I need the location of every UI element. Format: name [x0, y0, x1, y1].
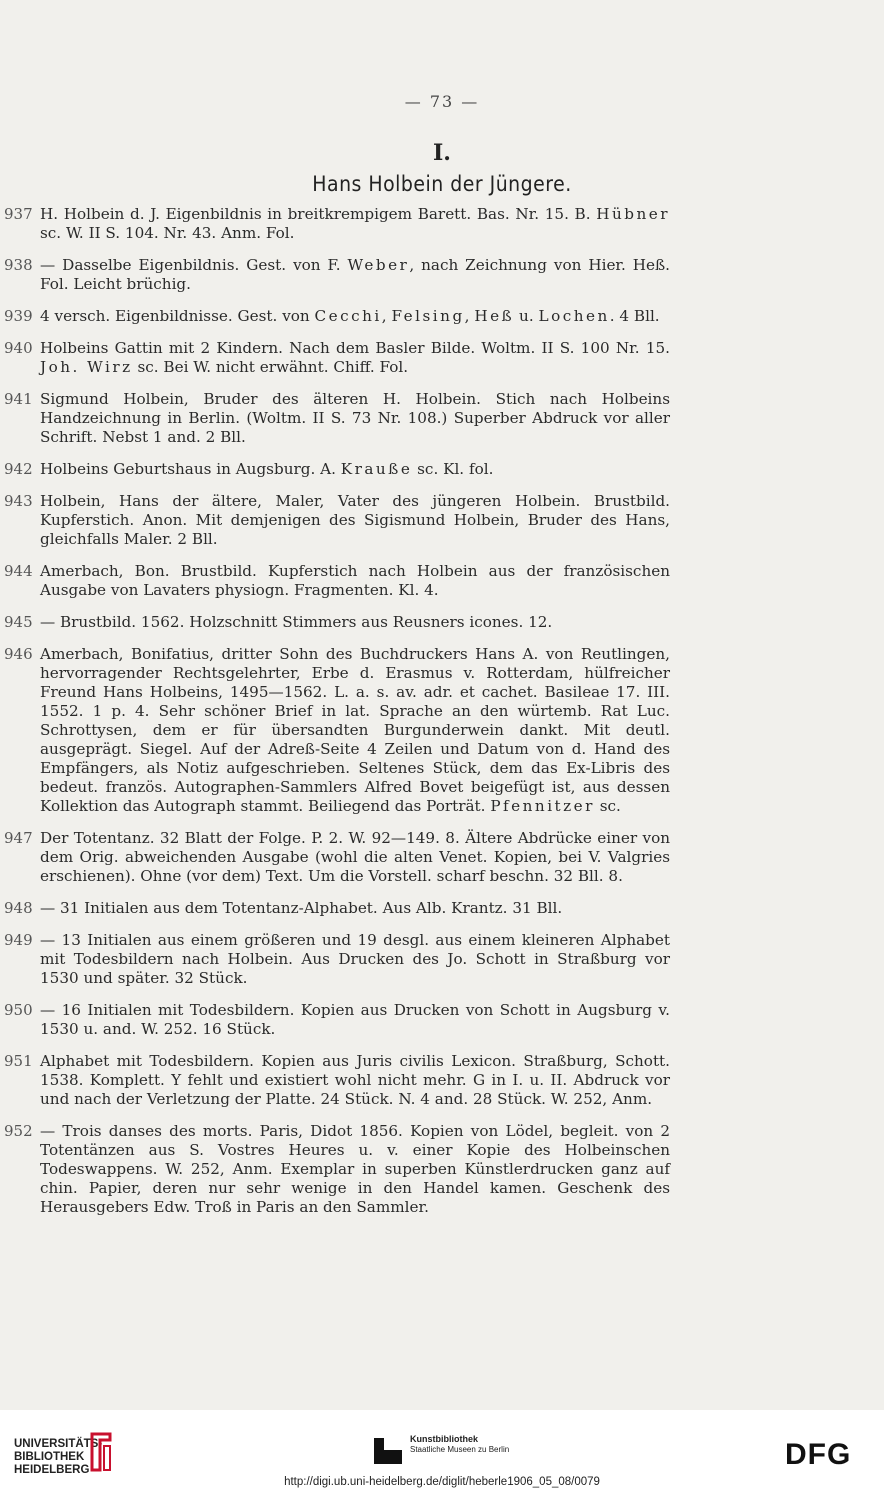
catalog-entries	[0, 205, 884, 1230]
entry-text	[40, 562, 670, 600]
entry-text-segment: Holbeins Geburtshaus in Augsburg. A.	[40, 460, 341, 478]
catalog-entry	[0, 899, 884, 918]
engraver-name: Felsing	[391, 307, 465, 325]
entry-number: 937	[4, 205, 33, 223]
entry-number: 941	[4, 390, 33, 408]
entry-number: 940	[4, 339, 33, 357]
entry-text-segment: Amerbach, Bon. Brustbild. Kupferstich nach Holbein aus der französischen Ausgabe von Lavaters physiogn. Fragmenten. Kl. 4.	[40, 562, 670, 599]
entry-text	[40, 1052, 670, 1109]
entry-text-segment: Holbein, Hans der ältere, Maler, Vater des jüngeren Holbein. Brustbild. Kupferstich. Anon. Mit demjenigen des Sigismund Holbein, Bruder des Hans, gleichfalls Maler. 2 Bll.	[40, 492, 670, 548]
entry-number: 950	[4, 1001, 33, 1019]
entry-text-segment: — 16 Initialen mit Todesbildern. Kopien aus Drucken von Schott in Augsburg v. 1530 u. and. W. 252. 16 Stück.	[40, 1001, 670, 1038]
catalog-entry	[0, 1001, 884, 1039]
source-url[interactable]: http://digi.ub.uni-heidelberg.de/diglit/heberle1906_05_08/0079	[284, 1476, 600, 1488]
entry-number: 943	[4, 492, 33, 510]
entry-text	[40, 613, 670, 632]
engraver-name: Hübner	[596, 205, 670, 223]
entry-text	[40, 256, 670, 294]
entry-text-segment: sc.	[594, 797, 621, 815]
engraver-name: Pfennitzer	[490, 797, 595, 815]
catalog-entry	[0, 492, 884, 549]
entry-number: 946	[4, 645, 33, 663]
entry-text-segment: u.	[514, 307, 539, 325]
university-library-logo-text: UNIVERSITÄTS- BIBLIOTHEK HEIDELBERG	[14, 1438, 103, 1476]
entry-text-segment: Alphabet mit Todesbildern. Kopien aus Juris civilis Lexicon. Straßburg, Schott. 1538. Komplett. Y fehlt und existiert wohl nicht mehr. G in I. u. II. Abdruck vor und nach der Verletzung der Platte. 24 Stück. N. 4 and. 28 Stück. W. 252, Anm.	[40, 1052, 670, 1108]
entry-text	[40, 1122, 670, 1217]
engraver-name: Joh. Wirz	[40, 358, 133, 376]
entry-text	[40, 205, 670, 243]
catalog-entry	[0, 562, 884, 600]
page-number: — 73 —	[404, 92, 480, 111]
entry-text	[40, 899, 670, 918]
catalog-entry	[0, 460, 884, 479]
entry-text	[40, 829, 670, 886]
entry-text	[40, 339, 670, 377]
entry-text-segment: . 4 Bll.	[609, 307, 660, 325]
section-title: Hans Holbein der Jüngere.	[312, 172, 572, 196]
catalog-entry	[0, 390, 884, 447]
entry-text-segment: — 31 Initialen aus dem Totentanz-Alphabet. Aus Alb. Krantz. 31 Bll.	[40, 899, 563, 917]
entry-text	[40, 492, 670, 549]
catalog-entry	[0, 645, 884, 816]
engraver-name: Cecchi	[314, 307, 382, 325]
catalog-entry	[0, 205, 884, 243]
catalog-entry	[0, 339, 884, 377]
entry-text-segment: — Trois danses des morts. Paris, Didot 1856. Kopien von Lödel, begleit. von 2 Totentänzen aus S. Vostres Heures u. v. einer Kopie des Holbeinschen Todeswappens. W. 252, Anm. Exemplar in superben Künstlerdrucken ganz auf chin. Papier, deren nur sehr wenige in den Handel kamen. Geschenk des Herausgebers Edw. Troß in Paris an den Sammler.	[40, 1122, 670, 1216]
catalog-entry	[0, 307, 884, 326]
entry-text-segment: — 13 Initialen aus einem größeren und 19 desgl. aus einem kleineren Alphabet mit Todesbildern nach Holbein. Aus Drucken des Jo. Schott in Straßburg vor 1530 und später. 32 Stück.	[40, 931, 670, 987]
entry-text-segment: sc. W. II S. 104. Nr. 43. Anm. Fol.	[40, 224, 295, 242]
catalog-entry	[0, 256, 884, 294]
entry-number: 952	[4, 1122, 33, 1140]
catalog-entry	[0, 613, 884, 632]
engraver-name: Weber	[347, 256, 410, 274]
entry-number: 949	[4, 931, 33, 949]
entry-text-segment: 4 versch. Eigenbildnisse. Gest. von	[40, 307, 315, 325]
entry-number: 942	[4, 460, 33, 478]
catalog-entry	[0, 1052, 884, 1109]
entry-text	[40, 390, 670, 447]
entry-text-segment: — Brustbild. 1562. Holzschnitt Stimmers aus Reusners icones. 12.	[40, 613, 553, 631]
entry-number: 938	[4, 256, 33, 274]
catalog-entry	[0, 829, 884, 886]
entry-text-segment: ,	[464, 307, 475, 325]
heidelberg-library-mark-icon	[88, 1432, 114, 1472]
entry-text	[40, 460, 670, 479]
catalog-entry	[0, 1122, 884, 1217]
catalog-entry	[0, 931, 884, 988]
kunstbibliothek-logo-icon	[374, 1438, 402, 1464]
kunstbibliothek-name: Kunstbibliothek	[410, 1434, 478, 1444]
entry-text-segment: Amerbach, Bonifatius, dritter Sohn des Buchdruckers Hans A. von Reutlingen, hervorragender Rechtsgelehrter, Erbe d. Erasmus v. Rotterdam, hülfreicher Freund Hans Holbeins, 1495—1562. L. a. s. av. adr. et cachet. Basileae 17. III. 1552. 1 p. 4. Sehr schöner Brief in lat. Sprache an den würtemb. Rat Luc. Schrottysen, dem er für übersandten Burgunderwein dankt. Mit deutl. ausgeprägt. Siegel. Auf der Adreß-Seite 4 Zeilen und Datum von d. Hand des Empfängers, als Notiz aufgeschrieben. Seltenes Stück, dem das Ex-Libris des bedeut. französ. Autographen-Sammlers Alfred Bovet beigefügt ist, aus dessen Kollektion das Autograph stammt. Beiliegend das Porträt.	[40, 645, 670, 815]
engraver-name: Krauße	[340, 460, 413, 478]
entry-text-segment: H. Holbein d. J. Eigenbildnis in breitkrempigem Barett. Bas. Nr. 15. B.	[40, 205, 597, 223]
entry-number: 947	[4, 829, 33, 847]
entry-number: 945	[4, 613, 33, 631]
entry-text	[40, 307, 670, 326]
dfg-logo[interactable]: DFG	[785, 1438, 852, 1471]
kunstbibliothek-subtitle: Staatliche Museen zu Berlin	[410, 1445, 510, 1454]
engraver-name: Heß	[474, 307, 515, 325]
kunstbibliothek-logo[interactable]	[410, 1434, 560, 1455]
entry-text	[40, 645, 670, 816]
entry-text-segment: Der Totentanz. 32 Blatt der Folge. P. 2. W. 92—149. 8. Ältere Abdrücke einer von dem Orig. abweichenden Ausgabe (wohl die alten Venet. Kopien, bei V. Valgries erschienen). Ohne (vor dem) Text. Um die Vorstell. scharf beschn. 32 Bll. 8.	[40, 829, 670, 885]
entry-number: 939	[4, 307, 33, 325]
entry-number: 948	[4, 899, 33, 917]
entry-number: 944	[4, 562, 33, 580]
engraver-name: Lochen	[538, 307, 610, 325]
entry-text	[40, 931, 670, 988]
entry-text-segment: sc. Bei W. nicht erwähnt. Chiff. Fol.	[132, 358, 409, 376]
entry-text	[40, 1001, 670, 1039]
entry-text-segment: — Dasselbe Eigenbildnis. Gest. von F.	[40, 256, 348, 274]
entry-text-segment: ,	[381, 307, 392, 325]
section-numeral: I.	[433, 140, 451, 166]
entry-text-segment: sc. Kl. fol.	[412, 460, 494, 478]
entry-text-segment: , nach Zeichnung von Hier. Heß. Fol. Leicht brüchig.	[40, 256, 671, 293]
footer	[0, 1410, 884, 1491]
entry-text-segment: Sigmund Holbein, Bruder des älteren H. Holbein. Stich nach Holbeins Handzeichnung in Berlin. (Woltm. II S. 73 Nr. 108.) Superber Abdruck vor aller Schrift. Nebst 1 and. 2 Bll.	[40, 390, 670, 446]
entry-number: 951	[4, 1052, 33, 1070]
entry-text-segment: Holbeins Gattin mit 2 Kindern. Nach dem Basler Bilde. Woltm. II S. 100 Nr. 15.	[40, 339, 670, 357]
